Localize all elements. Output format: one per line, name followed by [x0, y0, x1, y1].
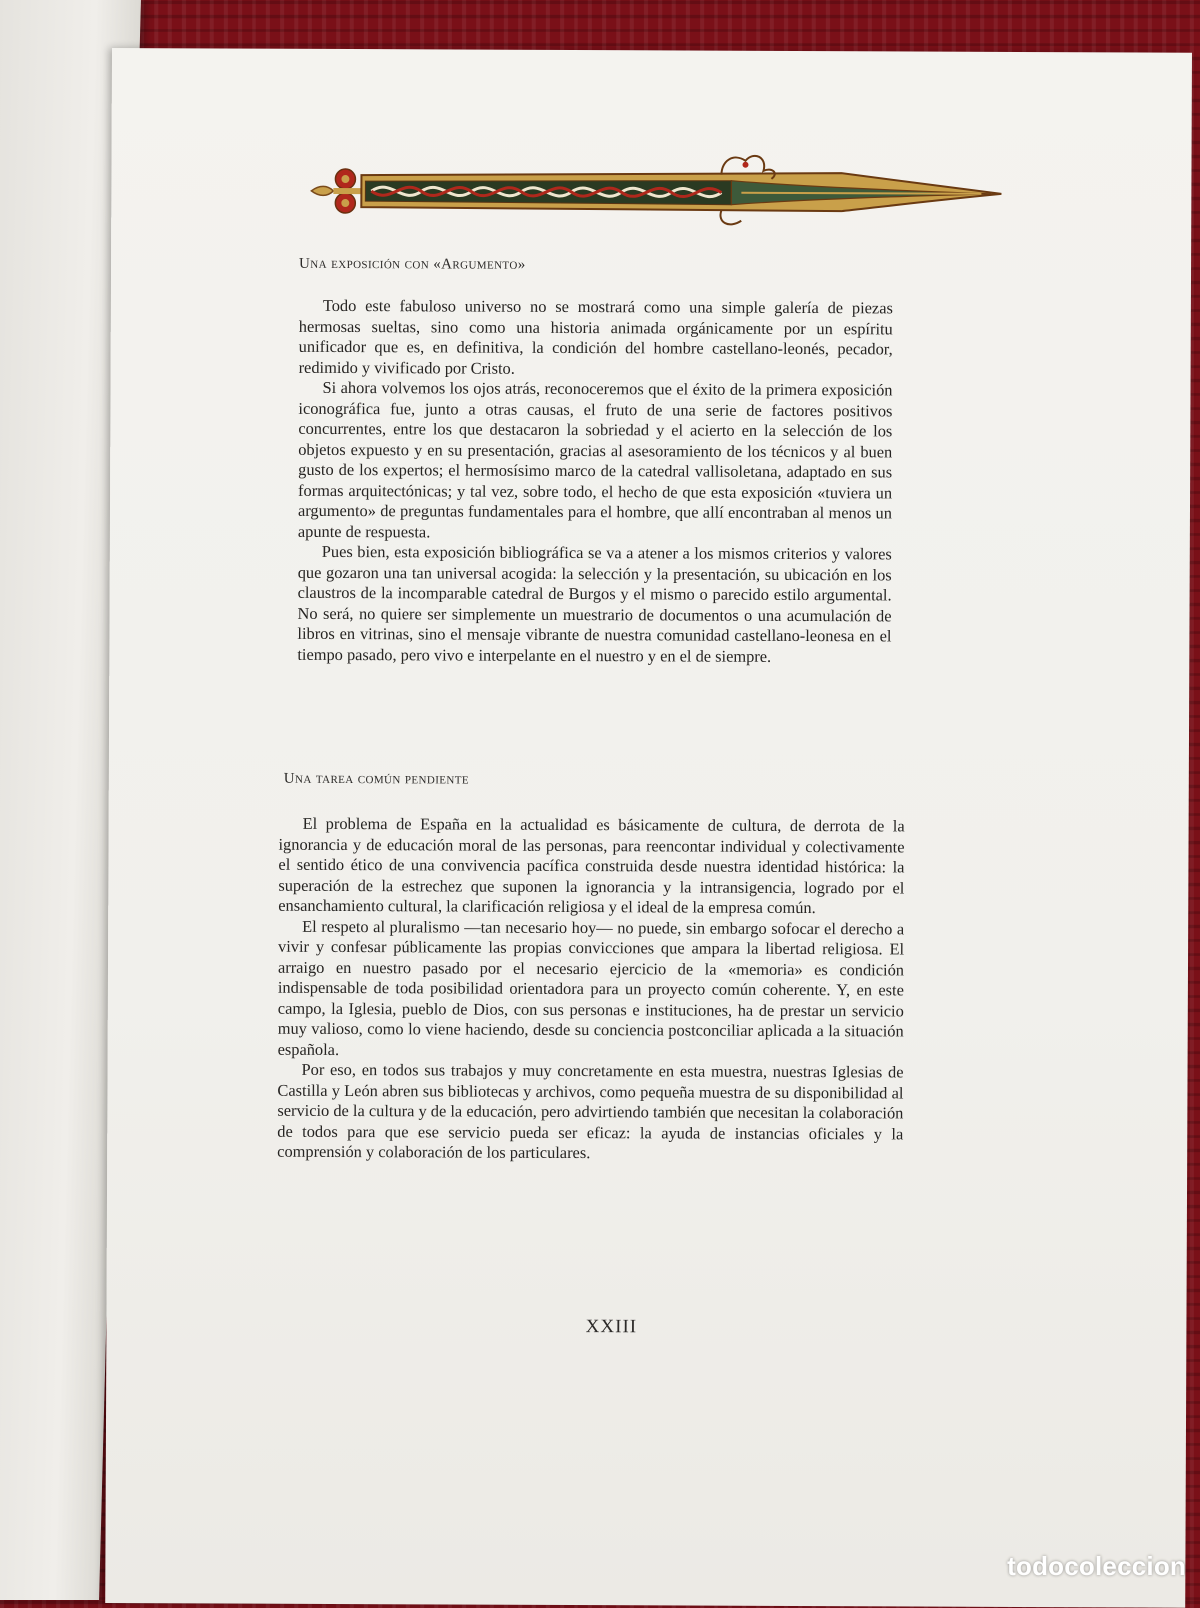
- paragraph: Por eso, en todos sus trabajos y muy concretamente en esta muestra, nuestras Iglesias de Castilla y León abren sus bibliotecas y archivos, como pequeña muestra de su disponibilidad al servicio de la cultura y de la educación, pero advirtiendo también que necesitan la colaboración de todos para que ese servicio pueda ser eficaz: la ayuda de instancias oficiales y la comprensión y colaboración de los particulares.: [277, 1059, 904, 1163]
- book-page: [105, 48, 1192, 1608]
- section-heading-tarea: Una tarea común pendiente: [283, 770, 470, 788]
- paragraph: Todo este fabuloso universo no se mostrará como una simple galería de piezas hermosas sueltas, sino como una historia animada orgánicamente por un espíritu unificador que es, en definitiva, la condición del hombre castellano-leonés, pecador, redimido y vivificado por Cristo.: [298, 295, 893, 378]
- paragraph: El problema de España en la actualidad es básicamente de cultura, de derrota de la ignorancia y de educación moral de las personas, para reencontar individual y colectivamente el sentido ético de una convivencia pacífica construida desde nuestra identidad histórica: la superación de la estrechez que suponen la ignorancia y la intransigencia, logrado por el ensanchamiento cultural, la clarificación religiosa y el ideal de la empresa común.: [278, 813, 905, 918]
- paragraph: El respeto al pluralismo —tan necesario hoy— no puede, sin embargo sofocar el derecho a vivir y confesar públicamente las propias convicciones que ampara la libertad religiosa. El arraigo en nuestro pasado por el necesario ejercicio de la «memoria» es condición indispensable de toda posibilidad orientadora para un proyecto común coherente. Y, en este campo, la Iglesia, pueblo de Dios, con sus personas e instituciones, ha de prestar un servicio muy valioso, como lo viene haciendo, desde su conciencia postconciliar aplicada a la situación española.: [277, 916, 905, 1059]
- paragraph: Pues bien, esta exposición bibliográfica se va a atener a los mismos criterios y valores que gozaron una tan universal acogida: la selección y la presentación, su ubicación en los claustros de la incomparable catedral de Burgos y el mismo o parecido estilo argumental. No será, no quiere ser simplemente un muestrario de documentos o una acumulación de libros en vitrinas, sino el mensaje vibrante de nuestra comunidad castellano-leonesa en el tiempo pasado, pero vivo e interpelante en el nuestro y en el de siempre.: [297, 541, 892, 666]
- illuminated-ornament-icon: [301, 129, 1012, 252]
- page-number: XXIII: [585, 1316, 638, 1338]
- section-body-argumento: [297, 296, 893, 668]
- section-heading-argumento: Una exposición con «Argumento»: [299, 255, 526, 273]
- watermark-logo: todocoleccion: [1007, 1551, 1186, 1581]
- paragraph: Si ahora volvemos los ojos atrás, reconoceremos que el éxito de la primera exposición iconográfica fue, junto a otras causas, el fruto de una serie de factores positivos concurrentes, entre los que destacaron la sobriedad y el acierto en la selección de los objetos expuesto y en su presentación, gracias al asesoramiento de los técnicos y al buen gusto de los expertos; el hermosísimo marco de la catedral vallisoletana, adaptado en sus formas arquitectónicas; y tal vez, sobre todo, el hecho de que esta exposición «tuviera un argumento» de preguntas fundamentales para el hombre, que allí encontraban al menos un apunte de respuesta.: [297, 377, 893, 541]
- section-body-tarea: [277, 814, 905, 1165]
